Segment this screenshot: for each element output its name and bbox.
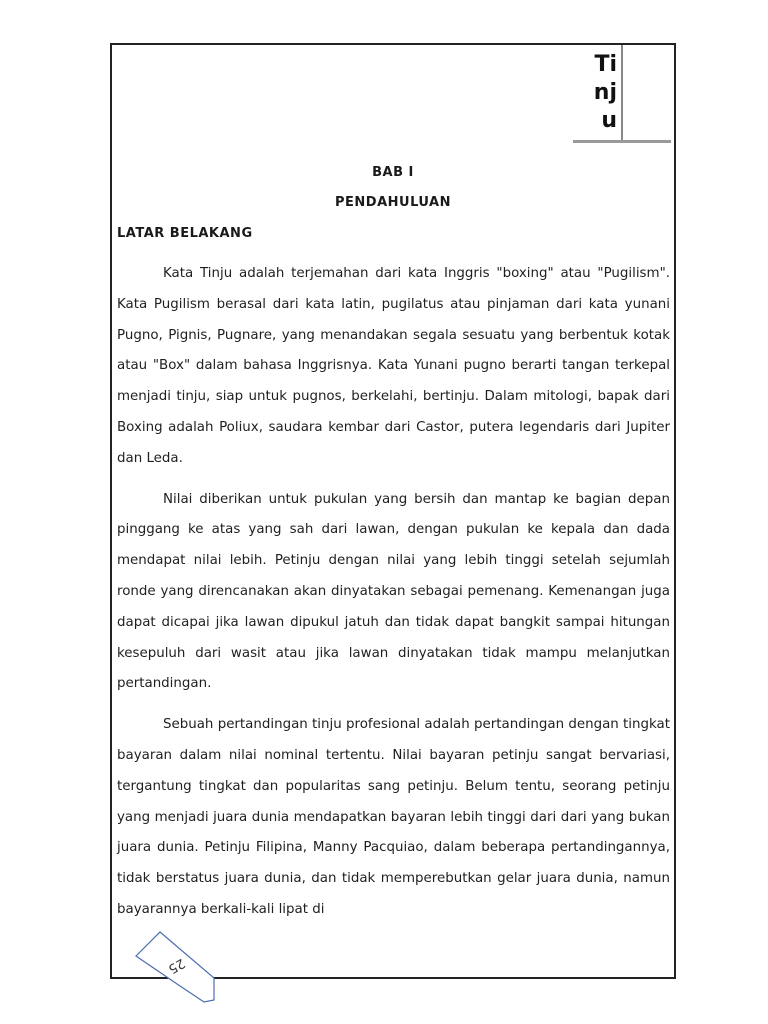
side-title-box [573,45,671,141]
chapter-number: BAB I [372,165,414,180]
page-number: 25 [165,954,188,977]
side-title-line-1: Ti [594,52,617,77]
side-title-line-3: u [601,108,617,133]
side-title [573,51,617,135]
body-text [117,259,670,936]
side-title-line-2: nj [593,80,617,105]
paragraph: Sebuah pertandingan tinju profesional adalah pertandingan dengan tingkat bayaran dalam nilai nominal tertentu. Nilai bayaran petinju sangat bervariasi, tergantung tingkat dan popularitas sang petinju. Belum tentu, seorang petinju yang menjadi juara dunia mendapatkan bayaran lebih tinggi dari dari yang bukan juara dunia. Petinju Filipina, Manny Pacquiao, dalam beberapa pertandingannya, tidak berstatus juara dunia, dan tidak memperebutkan gelar juara dunia, namun bayarannya berkali-kali lipat di [117,717,670,917]
paragraph: Nilai diberikan untuk pukulan yang bersih dan mantap ke bagian depan pinggang ke atas yang sah dari lawan, dengan pukulan ke kepala dan dada mendapat nilai lebih. Petinju dengan nilai yang lebih tinggi setelah sejumlah ronde yang direncanakan akan dinyatakan sebagai pemenang. Kemenangan juga dapat dicapai jika lawan dipukul jatuh dan tidak dapat bangkit sampai hitungan kesepuluh dari wasit atau jika lawan dinyatakan tidak mampu melanjutkan pertandingan. [117,491,670,692]
paragraph: Kata Tinju adalah terjemahan dari kata Inggris "boxing" atau "Pugilism". Kata Pugilism berasal dari kata latin, pugilatus atau pinjaman dari kata yunani Pugno, Pignis, Pugnare, yang menandakan segala sesuatu yang berbentuk kotak atau "Box" dalam bahasa Inggrisnya. Kata Yunani pugno berarti tangan terkepal menjadi tinju, siap untuk pugnos, berkelahi, bertinju. Dalam mitologi, bapak dari Boxing adalah Poliux, saudara kembar dari Castor, putera legendaris dari Jupiter dan Leda. [117,266,670,466]
title-divider-vertical [621,45,623,141]
title-divider-horizontal [573,140,671,143]
section-heading: LATAR BELAKANG [117,226,253,241]
chapter-title: PENDAHULUAN [335,195,451,210]
